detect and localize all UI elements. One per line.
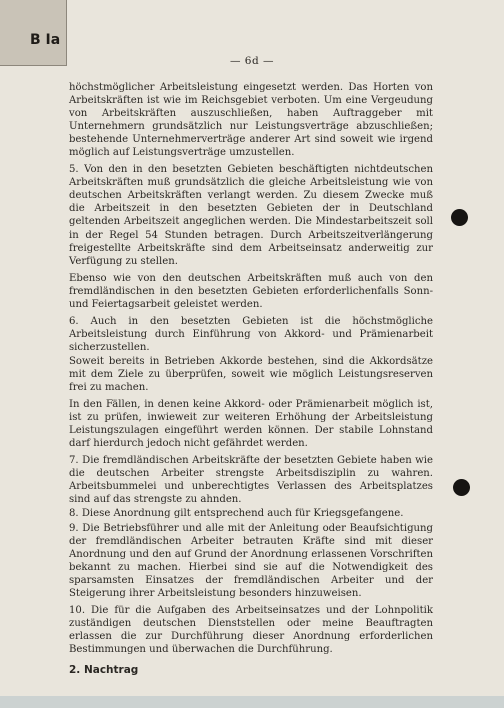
paragraph-5: 5. Von den in den besetzten Gebieten beschäftigten nichtdeutschen Arbeitskräften muß grundsätzlich die gleiche Arbeitsleistung wie von deutschen Arbeitskräften verlangt werden. Zu diesem Zwecke muß die Arbeitszeit in den besetzten Gebieten der in Deutschland geltenden Arbeitszeit angeglichen werden. Die Mindestarbeitszeit soll in der Regel 54 Stunden betragen. Durch Arbeitszeitverlängerung freigestellte Arbeitskräfte sind dem Arbeitseinsatz anderweitig zur Verfügung zu stellen. (69, 164, 433, 267)
paragraph-10: 10. Die für die Aufgaben des Arbeitseinsatzes und der Lohnpolitik zuständigen deutschen Dienststellen oder meine Beauftragten erlassen die zur Durchführung dieser Anordnung erforderlichen Bestimmungen und überwachen die Durchführung. (69, 604, 433, 655)
punch-hole-upper (451, 209, 468, 226)
paragraph-5-sunday-work: Ebenso wie von den deutschen Arbeitskräften muß auch von den fremdländischen in den besetzten Gebieten erforderlichenfalls Sonn- und Feiertagsarbeit geleistet werden. (69, 272, 433, 310)
page-tag-label: B Ia (30, 32, 61, 48)
paragraph-6-zulagen: In den Fällen, in denen keine Akkord- oder Prämienarbeit möglich ist, ist zu prüfen, inwieweit zur weiteren Erhöhung der Arbeitsleistung Leistungszulagen eingeführt werden können. Der stabile Lohnstand darf hierdurch jedoch nicht gefährdet werden. (69, 399, 433, 450)
paragraph-6-akkord: Soweit bereits in Betrieben Akkorde bestehen, sind die Akkordsätze mit dem Ziele zu überprüfen, soweit wie möglich Leistungsreserven frei zu machen. (69, 355, 433, 394)
page-number: — 6d — (229, 55, 275, 67)
paragraph-7: 7. Die fremdländischen Arbeitskräfte der besetzten Gebiete haben wie die deutschen Arbeiter strengste Arbeitsdisziplin zu wahren. Arbeitsbummelei und unberechtigtes Verlassen des Arbeitsplatzes sind auf das strengste zu ahnden. (69, 455, 433, 506)
section-heading: 2. Nachtrag (69, 663, 139, 676)
paragraph-8: 8. Diese Anordnung gilt entsprechend auch für Kriegsgefangene. (69, 508, 404, 520)
paragraph-9: 9. Die Betriebsführer und alle mit der Anleitung oder Beaufsichtigung der fremdländischen Arbeiter betrauten Kräfte sind mit dieser Anordnung und den auf Grund der Anordnung erlassenen Vorschriften bekannt zu machen. Hierbei sind sie auf die Notwendigkeit des sparsamsten Einsatzes der fremdländischen Arbeiter und der Steigerung ihrer Arbeitsleistung besonders hinzuweisen. (69, 522, 433, 599)
document-body (69, 81, 433, 677)
paragraph-6: 6. Auch in den besetzten Gebieten ist die höchstmögliche Arbeitsleistung durch Einführung von Akkord- und Prämienarbeit sicherzustellen. (69, 315, 433, 353)
paragraph-continuation: höchstmöglicher Arbeitsleistung eingesetzt werden. Das Horten von Arbeitskräften ist wie im Reichsgebiet verboten. Um eine Vergeudung von Arbeitskräften auszuschließen, haben Auftraggeber mit Unternehmern grundsätzlich nur Leistungsverträge abzuschließen; bestehende Unternehmerverträge anderer Art sind soweit wie irgend möglich auf Leistungsverträge umzustellen. (69, 82, 433, 159)
scan-edge (0, 696, 504, 708)
punch-hole-lower (453, 479, 470, 496)
